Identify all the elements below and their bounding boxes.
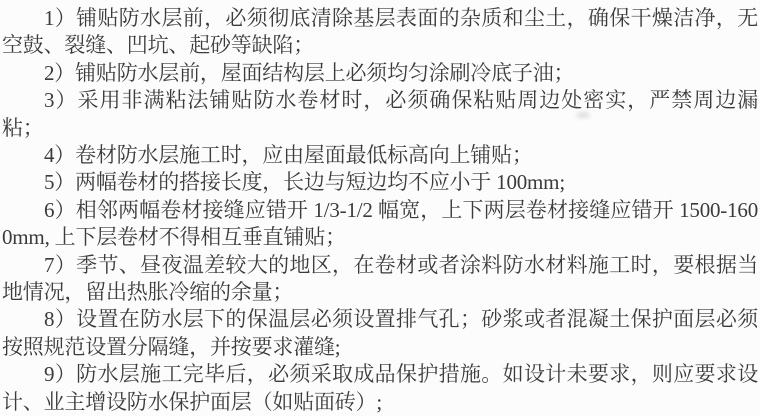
document-body	[2, 5, 758, 416]
list-item-paragraph: 8）设置在防水层下的保温层必须设置排气孔；砂浆或者混凝土保护面层必须按照规范设置分隔缝，并按要求灌缝;	[2, 307, 758, 359]
list-item-paragraph: 6）相邻两幅卷材接缝应错开 1/3-1/2 幅宽，上下两层卷材接缝应错开 1500-1600mm, 上下层卷材不得相互垂直铺贴；	[2, 197, 758, 250]
list-item-paragraph: 5）两幅卷材的搭接长度，长边与短边均不应小于 100mm;	[44, 170, 565, 195]
list-item-paragraph: 9）防水层施工完毕后，必须采取成品保护措施。如设计未要求，则应要求设计、业主增设防水保护面层（如贴面砖）;	[2, 362, 758, 414]
list-item-paragraph: 1）铺贴防水层前，必须彻底清除基层表面的杂质和尘土，确保干燥洁净，无空鼓、裂缝、凹坑、起砂等缺陷；	[2, 6, 758, 58]
list-item-paragraph: 4）卷材防水层施工时，应由屋面最低标高向上铺贴；	[44, 143, 533, 168]
list-item-paragraph: 2）铺贴防水层前，屋面结构层上必须均匀涂刷冷底子油；	[44, 60, 575, 85]
list-item-paragraph: 7）季节、昼夜温差较大的地区，在卷材或者涂料防水材料施工时，要根据当地情况，留出热胀冷缩的余量；	[2, 252, 758, 305]
list-item-paragraph: 3）采用非满粘法铺贴防水卷材时，必须确保粘贴周边处密实，严禁周边漏粘；	[2, 88, 758, 140]
